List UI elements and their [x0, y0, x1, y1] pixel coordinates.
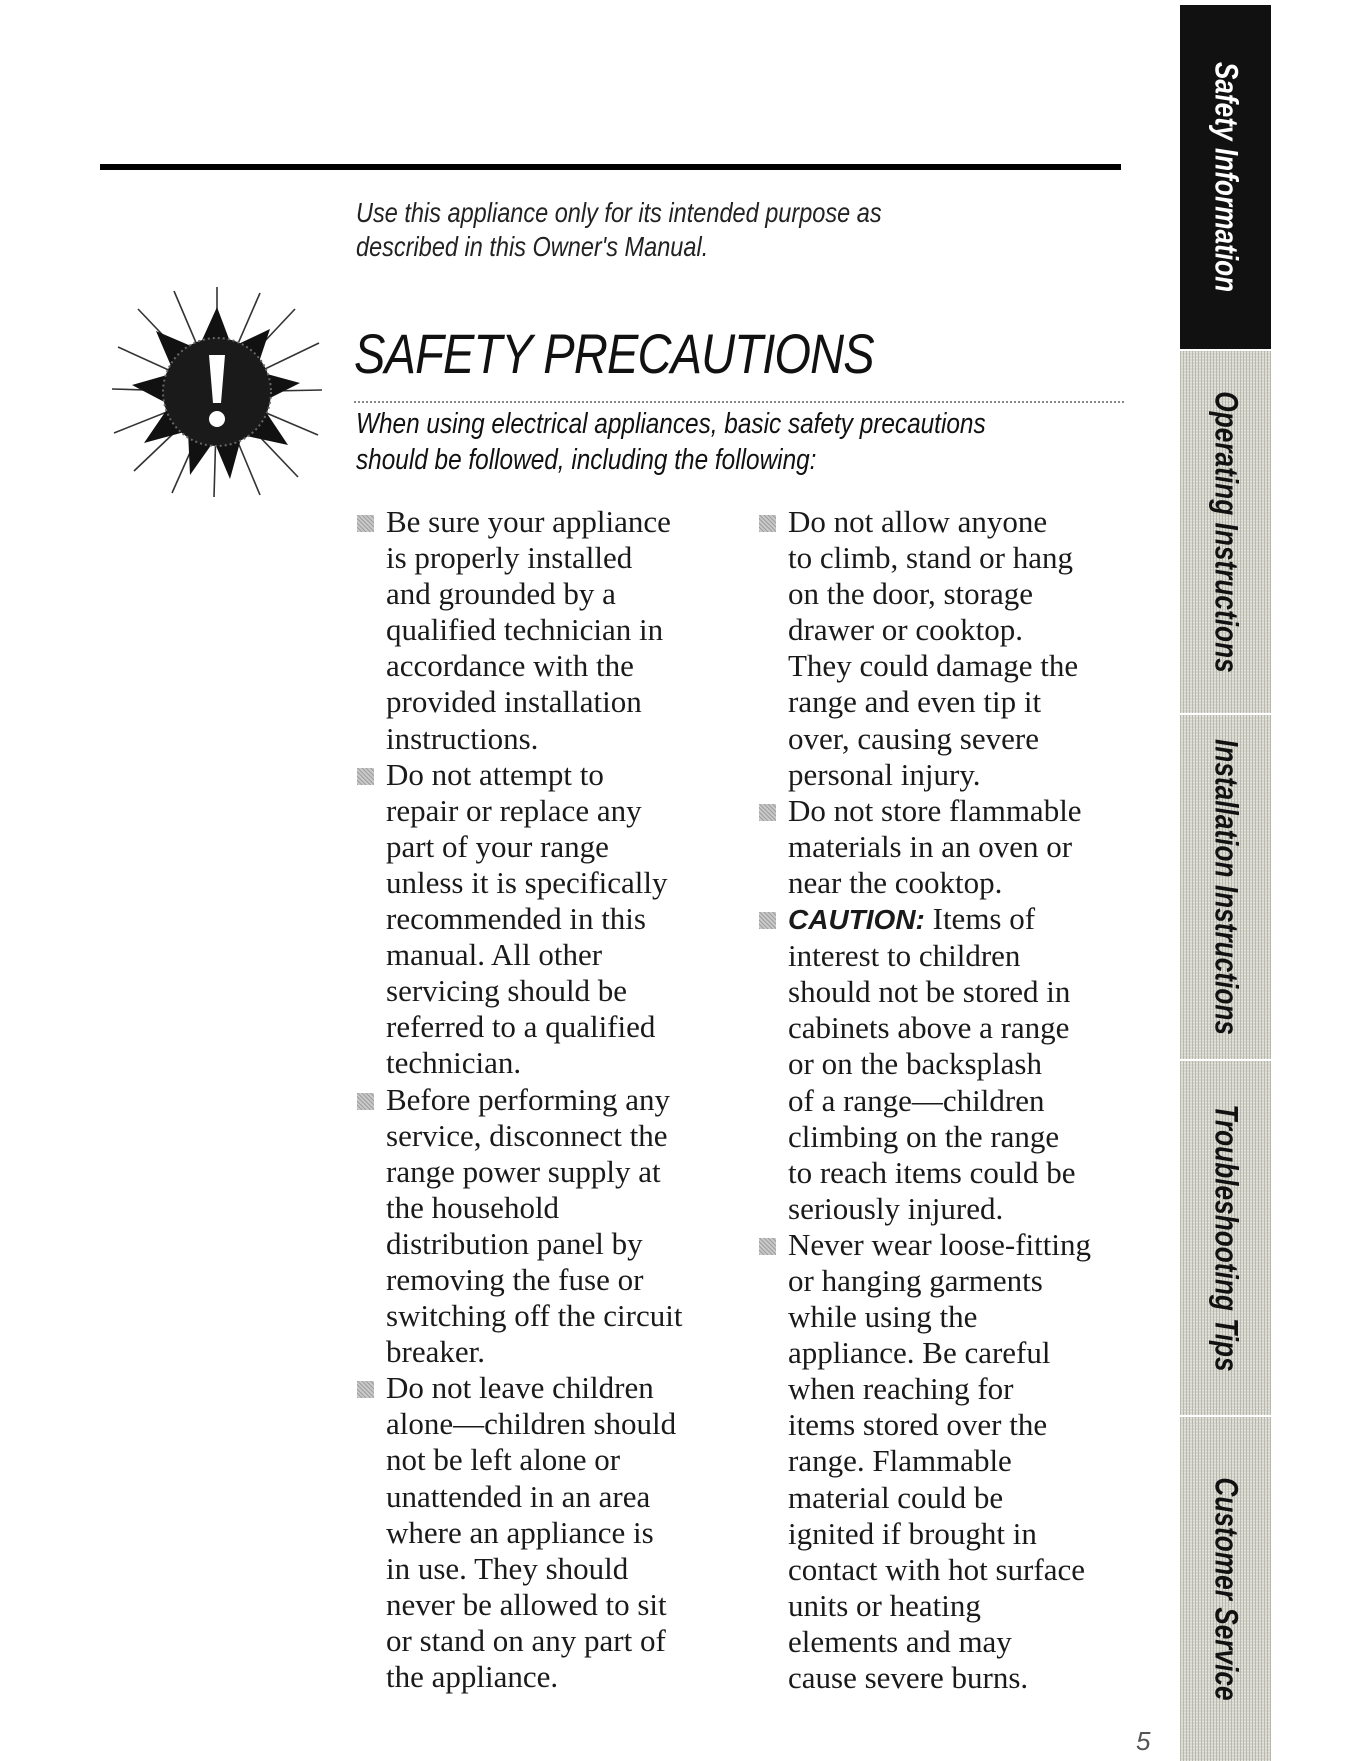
- precaution-item: Do not leave children alone—children should not be left alone or unattended in an area where an appliance is in use. They should never be allowed to sit or stand on any part of the appliance.: [355, 1370, 720, 1695]
- right-column: [757, 504, 1122, 1696]
- precaution-item: Be sure your appliance is properly installed and grounded by a qualified technician in accordance with the provided installation instructions.: [355, 504, 720, 757]
- tab-installation-instructions[interactable]: Installation Instructions: [1180, 715, 1271, 1059]
- precautions-intro: [356, 406, 1062, 478]
- square-bullet-icon: [357, 515, 374, 532]
- exclamation-warning-icon: [110, 285, 325, 500]
- intro-note: [356, 196, 961, 264]
- square-bullet-icon: [357, 1093, 374, 1110]
- tab-troubleshooting-tips[interactable]: Troubleshooting Tips: [1180, 1061, 1271, 1415]
- intro-line: described in this Owner's Manual.: [356, 231, 709, 262]
- caution-item: CAUTION: Items of interest to children should not be stored in cabinets above a range or on the backsplash of a range—children climbing on the range to reach items could be seriously injured.: [757, 901, 1122, 1227]
- precaution-item: Do not store flammable materials in an oven or near the cooktop.: [757, 793, 1122, 901]
- intro-line: Use this appliance only for its intended purpose as: [356, 197, 882, 228]
- square-bullet-icon: [759, 912, 776, 929]
- tab-operating-instructions[interactable]: Operating Instructions: [1180, 351, 1271, 713]
- precaution-item: Never wear loose-fitting or hanging garments while using the appliance. Be careful when reaching for items stored over the range. Flammable material could be ignited if brought in contact with hot surface units or heating elements and may cause severe burns.: [757, 1227, 1122, 1696]
- top-rule: [100, 164, 1121, 170]
- precaution-item: Before performing any service, disconnect the range power supply at the household distribution panel by removing the fuse or switching off the circuit breaker.: [355, 1082, 720, 1371]
- page-title: SAFETY PRECAUTIONS: [354, 322, 874, 385]
- precaution-item: Do not attempt to repair or replace any part of your range unless it is specifically recommended in this manual. All other servicing should be referred to a qualified technician.: [355, 757, 720, 1082]
- caution-label: CAUTION:: [788, 904, 925, 936]
- tab-safety-information[interactable]: Safety Information: [1180, 5, 1271, 349]
- square-bullet-icon: [759, 515, 776, 532]
- section-tabs: [1180, 5, 1271, 1761]
- square-bullet-icon: [357, 1381, 374, 1398]
- page-number: 5: [1136, 1726, 1151, 1756]
- square-bullet-icon: [759, 804, 776, 821]
- square-bullet-icon: [357, 768, 374, 785]
- precaution-item: Do not allow anyone to climb, stand or hang on the door, storage drawer or cooktop. They could damage the range and even tip it over, causing severe personal injury.: [757, 504, 1122, 793]
- heading-divider: [354, 401, 1124, 403]
- precautions-intro-line: should be followed, including the following:: [356, 444, 817, 476]
- tab-customer-service[interactable]: Customer Service: [1180, 1417, 1271, 1761]
- left-column: [355, 504, 720, 1695]
- precautions-intro-line: When using electrical appliances, basic safety precautions: [356, 408, 986, 440]
- square-bullet-icon: [759, 1238, 776, 1255]
